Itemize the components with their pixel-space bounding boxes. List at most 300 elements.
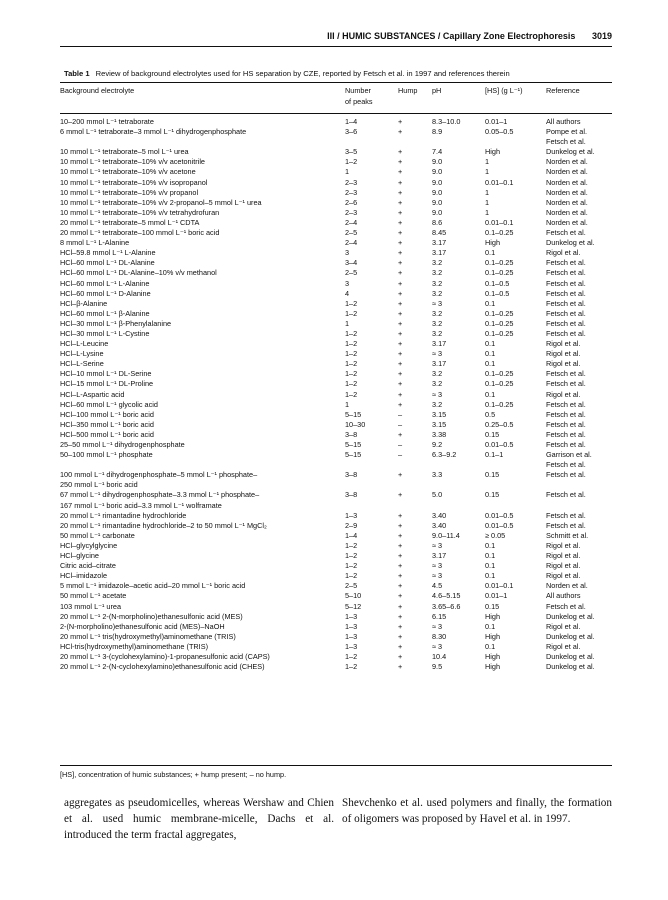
cell-electrolyte: 6 mmol L⁻¹ tetraborate–3 mmol L⁻¹ dihydrogenphosphate [60,127,247,137]
col-reference: Reference [546,86,580,95]
table-row [0,470,668,490]
cell-hump: + [398,177,403,187]
cell-hs: 0.05–0.5 [485,127,514,137]
table-row [0,602,668,612]
cell-reference: Rigol et al. [546,551,581,561]
table-row [0,147,668,157]
cell-peaks: 1–4 [345,530,358,540]
cell-peaks: 3–8 [345,490,358,500]
cell-peaks: 1–3 [345,641,358,651]
cell-hs: 0.1–0.25 [485,399,514,409]
cell-hs: 0.1–0.25 [485,379,514,389]
running-header [64,31,612,41]
cell-reference: Dunkelog et al. [546,651,595,661]
cell-ph: ≈ 3 [432,389,443,399]
cell-ph: ≈ 3 [432,561,443,571]
cell-hump: + [398,520,403,530]
cell-peaks: 1–2 [345,369,358,379]
cell-electrolyte: HCl–30 mmol L⁻¹ β-Phenylalanine [60,318,172,328]
cell-electrolyte: HCl–60 mmol L⁻¹ DL-Alanine [60,258,155,268]
cell-hs: 0.1–0.25 [485,308,514,318]
cell-ph: 3.2 [432,308,443,318]
cell-ph: 3.40 [432,510,447,520]
cell-peaks: 1 [345,399,350,409]
table-row [0,309,668,319]
cell-peaks: 2–3 [345,187,358,197]
table-row [0,561,668,571]
cell-hs: 0.5 [485,409,496,419]
cell-reference: All authors [546,117,581,126]
cell-electrolyte: 5 mmol L⁻¹ imidazole–acetic acid–20 mmol L⁻¹ boric acid [60,581,246,591]
cell-reference: Schmitt et al. [546,530,589,540]
cell-hump: + [398,662,403,672]
cell-hs: 0.1–0.25 [485,258,514,268]
cell-hump: + [398,470,403,480]
cell-electrolyte: HCl–glycine [60,551,99,561]
cell-ph: 4.6–5.15 [432,591,461,601]
cell-reference: Fetsch et al. [546,318,586,328]
cell-ph: 8.45 [432,228,447,238]
cell-hs: 0.01–0.1 [485,581,514,591]
table-body [0,117,668,672]
cell-electrolyte: 20 mmol L⁻¹ rimantadine hydrochloride–2 to 50 mmol L⁻¹ MgCl₂ [60,520,267,530]
cell-electrolyte: 20 mmol L⁻¹ 2-(N-morpholino)ethanesulfonic acid (MES) [60,611,243,621]
cell-hs: 0.1 [485,641,496,651]
cell-electrolyte: 67 mmol L⁻¹ dihydrogenphosphate–3.3 mmol L⁻¹ phosphate– 167 mmol L⁻¹ boric acid–3.3 mmol L⁻¹ wolframate [60,490,260,510]
cell-reference: Garrison et al. Fetsch et al. [546,450,592,470]
cell-ph: 3.2 [432,288,443,298]
cell-ph: 10.4 [432,651,447,661]
cell-hump: + [398,127,403,137]
cell-electrolyte: HCl–L-Serine [60,359,104,369]
cell-electrolyte: HCl–L-Lysine [60,349,104,359]
cell-reference: Dunkelog et al. [546,238,595,248]
cell-peaks: 1–3 [345,621,358,631]
cell-reference: Fetsch et al. [546,399,586,409]
cell-reference: Norden et al. [546,177,588,187]
table-row [0,167,668,177]
cell-electrolyte: HCl–60 mmol L⁻¹ β-Alanine [60,308,150,318]
cell-hs: High [485,611,501,621]
cell-peaks: 1–2 [345,389,358,399]
cell-reference: Fetsch et al. [546,490,586,500]
cell-ph: 3.38 [432,429,447,439]
cell-peaks: 1–2 [345,157,358,167]
cell-ph: 3.2 [432,278,443,288]
table-row [0,359,668,369]
cell-hs: 1 [485,207,490,217]
cell-reference: Rigol et al. [546,339,581,349]
cell-reference: Rigol et al. [546,389,581,399]
table-row [0,218,668,228]
table-footnote: [HS], concentration of humic substances; + hump present; – no hump. [60,770,287,779]
cell-reference: Norden et al. [546,581,588,591]
table-row [0,228,668,238]
cell-hump: + [398,631,403,641]
cell-peaks: 1 [345,318,350,328]
cell-ph: ≈ 3 [432,641,443,651]
cell-hump: + [398,581,403,591]
cell-ph: 3.2 [432,318,443,328]
cell-reference: Fetsch et al. [546,429,586,439]
body-text-right: Shevchenko et al. used polymers and finally, the formation of oligomers was proposed by Havel et al. in 1997. [342,797,612,825]
cell-ph: 5.0 [432,490,443,500]
cell-peaks: 5–12 [345,601,362,611]
cell-reference: Fetsch et al. [546,268,586,278]
table-row [0,571,668,581]
cell-hump: + [398,238,403,248]
col-hump: Hump [398,86,418,95]
cell-hs: 0.1–0.25 [485,318,514,328]
table-row [0,612,668,622]
cell-hs: 0.01–0.5 [485,440,514,449]
cell-reference: Fetsch et al. [546,470,586,480]
cell-peaks: 3–5 [345,147,358,157]
cell-hump: – [398,450,403,460]
cell-hump: + [398,540,403,550]
cell-peaks: 2–4 [345,217,358,227]
table-row [0,440,668,450]
table-row [0,521,668,531]
cell-ph: ≈ 3 [432,571,443,581]
body-column-right [342,795,612,827]
cell-hump: + [398,308,403,318]
table-row [0,188,668,198]
table-row [0,208,668,218]
cell-hs: High [485,631,501,641]
cell-hs: 0.1–0.25 [485,328,514,338]
cell-electrolyte: HCl–30 mmol L⁻¹ L-Cystine [60,328,150,338]
cell-hump: + [398,399,403,409]
cell-hump: + [398,429,403,439]
cell-reference: Norden et al. [546,187,588,197]
cell-hump: + [398,339,403,349]
cell-electrolyte: 2-(N-morpholino)ethanesulfonic acid (MES)–NaOH [60,621,225,631]
cell-hs: 0.1 [485,248,496,258]
cell-hump: + [398,318,403,328]
cell-peaks: 1–2 [345,308,358,318]
cell-electrolyte: 20 mmol L⁻¹ tris(hydroxymethyl)aminomethane (TRIS) [60,631,236,641]
cell-hs: 0.01–0.1 [485,177,514,187]
cell-electrolyte: 50 mmol L⁻¹ carbonate [60,530,135,540]
cell-reference: Rigol et al. [546,641,581,651]
table-row [0,652,668,662]
cell-hump: + [398,278,403,288]
cell-ph: 3.2 [432,369,443,379]
cell-hump: + [398,157,403,167]
cell-hump: + [398,207,403,217]
cell-hump: + [398,389,403,399]
table-row [0,632,668,642]
table-caption-text: Review of background electrolytes used for HS separation by CZE, reported by Fetsch et al. in 1997 and references therein [95,69,510,78]
cell-peaks: 1–4 [345,117,358,126]
cell-ph: 9.0 [432,177,443,187]
cell-reference: Rigol et al. [546,248,581,258]
cell-hs: High [485,147,501,157]
cell-reference: Norden et al. [546,157,588,167]
cell-reference: Fetsch et al. [546,601,586,611]
cell-hs: 0.25–0.5 [485,419,514,429]
cell-electrolyte: HCl–350 mmol L⁻¹ boric acid [60,419,154,429]
cell-hump: + [398,197,403,207]
cell-ph: ≈ 3 [432,349,443,359]
table-header-rule [60,113,612,114]
cell-electrolyte: 20 mmol L⁻¹ 2-(N-cyclohexylamino)ethanesulfonic acid (CHES) [60,662,265,672]
table-row [0,157,668,167]
cell-peaks: 1–2 [345,540,358,550]
cell-reference: Rigol et al. [546,561,581,571]
cell-hs: 0.1 [485,389,496,399]
cell-electrolyte: HCl-tris(hydroxymethyl)aminomethane (TRIS) [60,641,208,651]
cell-reference: Rigol et al. [546,349,581,359]
table-row [0,329,668,339]
cell-electrolyte: 100 mmol L⁻¹ dihydrogenphosphate–5 mmol L⁻¹ phosphate– 250 mmol L⁻¹ boric acid [60,470,258,490]
cell-ph: 9.0 [432,167,443,177]
cell-electrolyte: HCl–β-Alanine [60,298,108,308]
cell-ph: 3.2 [432,399,443,409]
cell-hs: 0.1 [485,359,496,369]
cell-reference: Fetsch et al. [546,328,586,338]
cell-peaks: 2–5 [345,581,358,591]
cell-ph: 9.5 [432,662,443,672]
page-number: 3019 [591,31,612,41]
cell-hump: + [398,621,403,631]
table-row [0,662,668,672]
table-row [0,581,668,591]
cell-peaks: 3–8 [345,470,358,480]
body-text-left: aggregates as pseudomicelles, whereas Wershaw and Chien et al. used humic membrane-micelle, Dachs et al. introduced the term fractal aggregates, [64,797,334,841]
cell-ph: 3.2 [432,268,443,278]
cell-ph: 6.15 [432,611,447,621]
cell-electrolyte: HCl–glycylglycine [60,540,118,550]
cell-reference: Pompe et al. Fetsch et al. [546,127,587,147]
cell-peaks: 3–6 [345,127,358,137]
cell-peaks: 2–9 [345,520,358,530]
cell-electrolyte: 10–200 mmol L⁻¹ tetraborate [60,117,154,126]
cell-hump: + [398,217,403,227]
cell-hs: 0.15 [485,429,500,439]
cell-hump: + [398,248,403,258]
cell-hump: + [398,359,403,369]
col-number-of-peaks: Number of peaks [345,86,373,106]
cell-hump: + [398,571,403,581]
cell-reference: Norden et al. [546,197,588,207]
table-row [0,248,668,258]
cell-hump: + [398,561,403,571]
table-row [0,339,668,349]
col-hs-concentration: [HS] (g L⁻¹) [485,86,523,95]
cell-reference: Norden et al. [546,167,588,177]
cell-hump: + [398,551,403,561]
cell-reference: Fetsch et al. [546,510,586,520]
cell-hs: 0.1 [485,349,496,359]
table-row [0,390,668,400]
table-row [0,591,668,601]
cell-hs: 0.1–1 [485,450,504,460]
cell-hump: + [398,117,403,126]
cell-reference: Rigol et al. [546,540,581,550]
cell-peaks: 2–3 [345,207,358,217]
cell-reference: Fetsch et al. [546,409,586,419]
cell-hump: + [398,530,403,540]
cell-hump: – [398,440,403,449]
cell-hump: + [398,591,403,601]
cell-hs: 0.01–0.5 [485,520,514,530]
cell-electrolyte: 10 mmol L⁻¹ tetraborate–10% v/v 2-propanol–5 mmol L⁻¹ urea [60,197,262,207]
cell-electrolyte: 20 mmol L⁻¹ tetraborate–100 mmol L⁻¹ boric acid [60,228,220,238]
table-row [0,450,668,470]
cell-reference: Fetsch et al. [546,379,586,389]
cell-electrolyte: HCl–60 mmol L⁻¹ DL-Alanine–10% v/v methanol [60,268,217,278]
cell-ph: 8.30 [432,631,447,641]
table-row [0,369,668,379]
cell-ph: 3.17 [432,359,447,369]
cell-reference: Dunkelog et al. [546,611,595,621]
table-row [0,268,668,278]
table-bottom-rule [60,765,612,766]
cell-peaks: 3–8 [345,429,358,439]
cell-hs: 0.1–0.25 [485,228,514,238]
cell-peaks: 1–2 [345,571,358,581]
cell-reference: All authors [546,591,581,601]
cell-hump: – [398,409,403,419]
cell-ph: 3.3 [432,470,443,480]
cell-hump: + [398,349,403,359]
cell-peaks: 1–3 [345,510,358,520]
cell-reference: Rigol et al. [546,359,581,369]
cell-electrolyte: 103 mmol L⁻¹ urea [60,601,122,611]
cell-ph: 3.17 [432,339,447,349]
cell-electrolyte: 50–100 mmol L⁻¹ phosphate [60,450,153,460]
cell-peaks: 2–5 [345,268,358,278]
cell-peaks: 1–2 [345,298,358,308]
cell-hs: 0.1 [485,298,496,308]
table-top-rule [60,82,612,83]
cell-hump: + [398,298,403,308]
cell-electrolyte: 10 mmol L⁻¹ tetraborate–10% v/v tetrahydrofuran [60,207,220,217]
cell-ph: 9.2 [432,440,443,449]
cell-electrolyte: 10 mmol L⁻¹ tetraborate–10% v/v propanol [60,187,199,197]
cell-peaks: 3–4 [345,258,358,268]
cell-reference: Fetsch et al. [546,288,586,298]
cell-reference: Fetsch et al. [546,419,586,429]
cell-ph: 8.6 [432,217,443,227]
cell-peaks: 2–4 [345,238,358,248]
cell-electrolyte: Citric acid–citrate [60,561,116,571]
cell-peaks: 5–15 [345,450,362,460]
cell-hump: + [398,379,403,389]
cell-hump: + [398,641,403,651]
cell-ph: 3.15 [432,419,447,429]
cell-ph: 3.17 [432,238,447,248]
cell-peaks: 1–2 [345,551,358,561]
cell-electrolyte: HCl–60 mmol L⁻¹ L-Alanine [60,278,150,288]
cell-reference: Fetsch et al. [546,298,586,308]
cell-hs: 0.01–1 [485,117,508,126]
cell-hump: + [398,490,403,500]
cell-hs: 0.1–0.25 [485,268,514,278]
table-row [0,379,668,389]
cell-electrolyte: HCl–imidazole [60,571,108,581]
cell-peaks: 1–3 [345,611,358,621]
cell-reference: Dunkelog et al. [546,631,595,641]
cell-ph: 9.0 [432,197,443,207]
cell-electrolyte: 10 mmol L⁻¹ tetraborate–5 mol L⁻¹ urea [60,147,189,157]
cell-reference: Fetsch et al. [546,520,586,530]
cell-hs: 0.1–0.25 [485,369,514,379]
cell-reference: Fetsch et al. [546,440,586,449]
cell-hump: + [398,147,403,157]
cell-ph: ≈ 3 [432,540,443,550]
cell-electrolyte: HCl–500 mmol L⁻¹ boric acid [60,429,154,439]
table-row [0,420,668,430]
col-background-electrolyte: Background electrolyte [60,86,135,95]
cell-hs: 0.15 [485,470,500,480]
cell-ph: 8.9 [432,127,443,137]
cell-ph: 3.15 [432,409,447,419]
cell-peaks: 5–10 [345,591,362,601]
cell-reference: Fetsch et al. [546,369,586,379]
cell-ph: 4.5 [432,581,443,591]
col-ph: pH [432,86,442,95]
cell-peaks: 5–15 [345,409,362,419]
cell-electrolyte: HCl–60 mmol L⁻¹ D-Alanine [60,288,151,298]
table-row [0,430,668,440]
cell-hump: + [398,228,403,238]
cell-hs: High [485,238,501,248]
cell-reference: Rigol et al. [546,621,581,631]
header-title: III / HUMIC SUBSTANCES / Capillary Zone Electrophoresis [327,31,576,41]
cell-peaks: 1–2 [345,561,358,571]
table-row [0,178,668,188]
cell-electrolyte: HCl–10 mmol L⁻¹ DL-Serine [60,369,152,379]
cell-reference: Dunkelog et al. [546,147,595,157]
cell-hs: 0.1 [485,540,496,550]
table-label: Table 1 [64,69,90,78]
cell-hs: 1 [485,167,490,177]
table-row [0,400,668,410]
cell-electrolyte: 20 mmol L⁻¹ tetraborate–5 mmol L⁻¹ CDTA [60,217,200,227]
cell-ph: 9.0 [432,157,443,167]
cell-ph: ≈ 3 [432,621,443,631]
cell-reference: Norden et al. [546,217,588,227]
table-row [0,198,668,208]
cell-peaks: 4 [345,288,350,298]
cell-hump: + [398,510,403,520]
cell-electrolyte: HCl–60 mmol L⁻¹ glycolic acid [60,399,158,409]
table-row [0,622,668,632]
table-row [0,238,668,248]
cell-hs: ≥ 0.05 [485,530,506,540]
body-column-left [64,795,334,843]
cell-ph: 3.40 [432,520,447,530]
cell-hs: 0.1–0.5 [485,288,510,298]
cell-electrolyte: 20 mmol L⁻¹ rimantadine hydrochloride [60,510,187,520]
cell-peaks: 1–2 [345,328,358,338]
cell-hump: + [398,167,403,177]
cell-ph: 3.2 [432,258,443,268]
cell-ph: ≈ 3 [432,298,443,308]
cell-electrolyte: 10 mmol L⁻¹ tetraborate–10% v/v isopropanol [60,177,208,187]
table-row [0,531,668,541]
cell-ph: 3.17 [432,248,447,258]
cell-electrolyte: HCl–L-Leucine [60,339,109,349]
cell-hs: 0.1 [485,339,496,349]
table-row [0,511,668,521]
cell-peaks: 1–2 [345,651,358,661]
cell-reference: Fetsch et al. [546,258,586,268]
cell-hs: 0.1 [485,571,496,581]
